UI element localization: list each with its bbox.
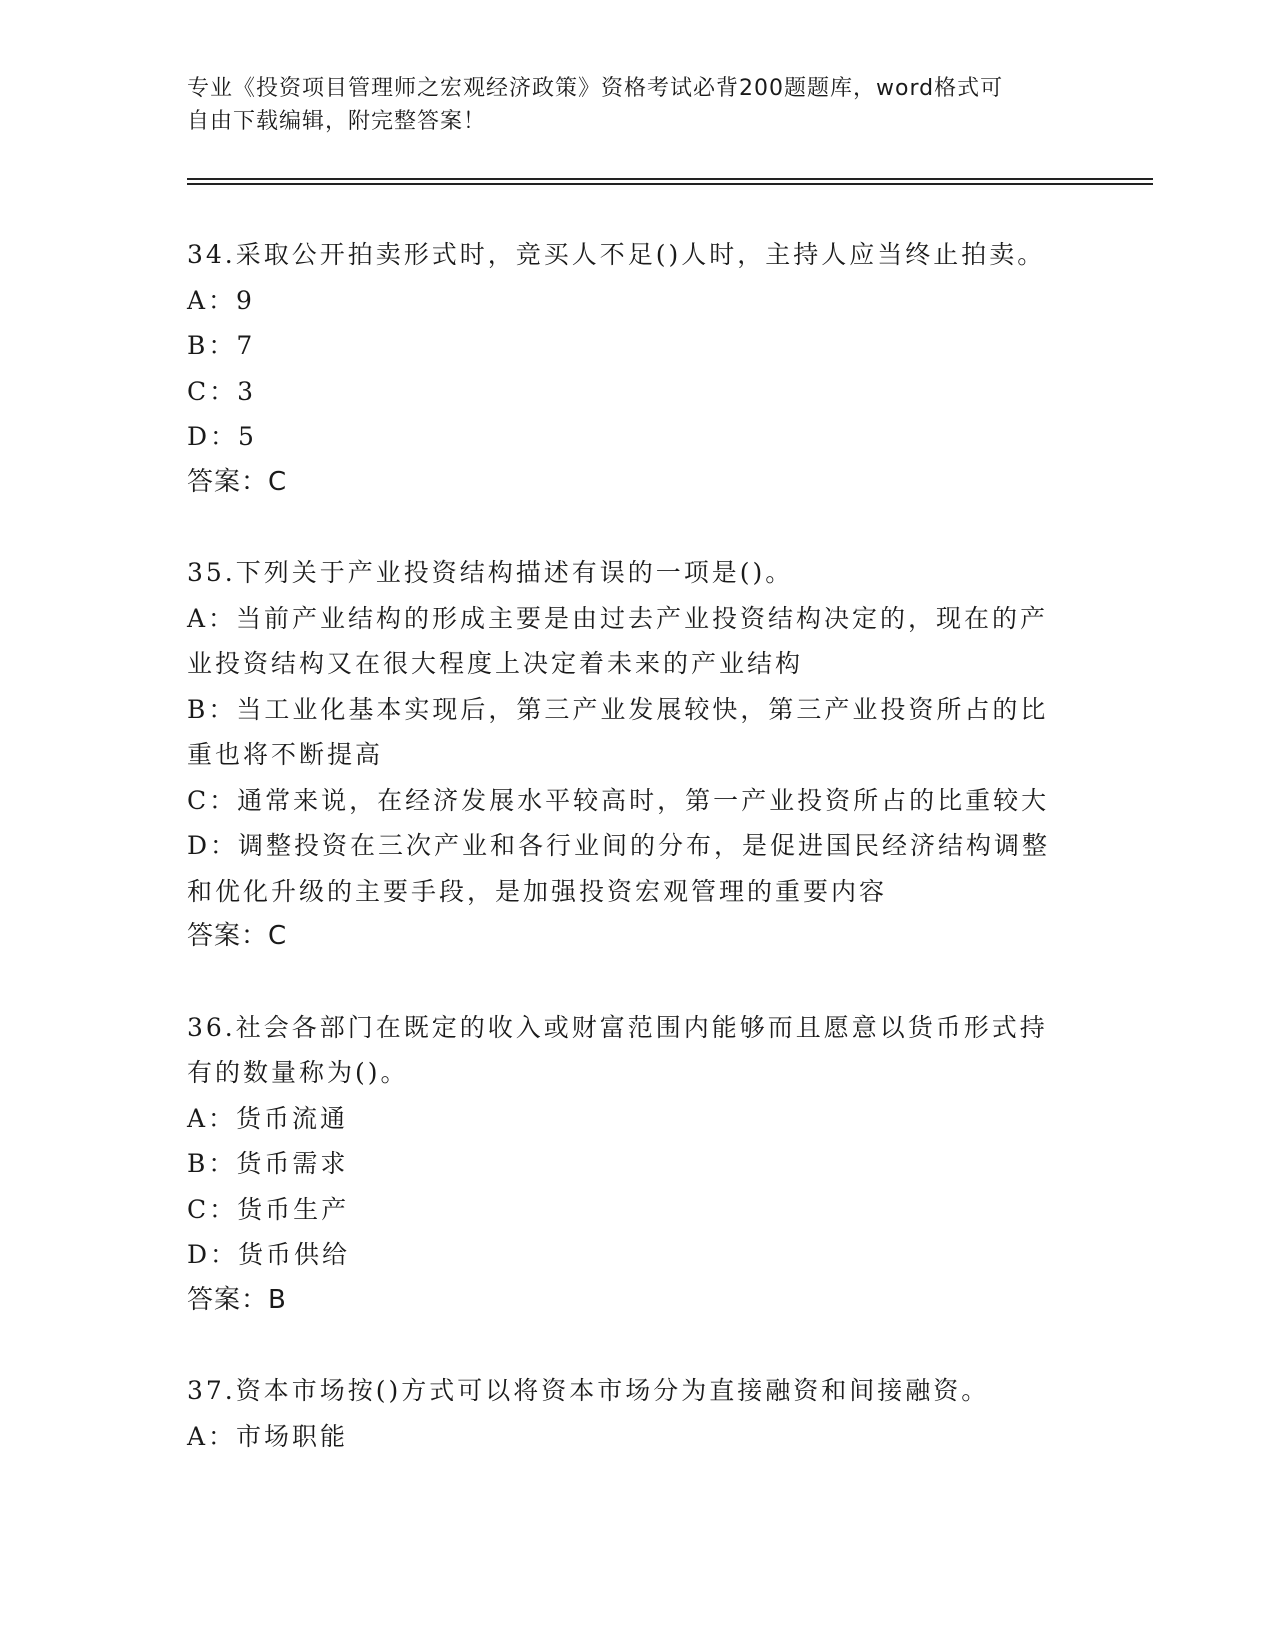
option-D: D：调整投资在三次产业和各行业间的分布，是促进国民经济结构调整 (187, 831, 1051, 860)
option-D: D：货币供给 (187, 1240, 351, 1269)
question-list (187, 232, 1077, 1459)
option-C: C：3 (187, 376, 257, 406)
option-B: B：货币需求 (187, 1149, 349, 1178)
option-A: A：市场职能 (187, 1421, 349, 1451)
question-stem: 37.资本市场按()方式可以将资本市场分为直接融资和间接融资。 (187, 1376, 990, 1405)
question-stem: 有的数量称为()。 (187, 1058, 409, 1087)
answer-line: 答案：B (187, 1284, 287, 1315)
header-line-1: 专业《投资项目管理师之宏观经济政策》资格考试必背200题题库，word格式可 (187, 76, 1004, 101)
option-C: C：货币生产 (187, 1194, 350, 1224)
option-A: A：货币流通 (187, 1103, 349, 1133)
option-B: 重也将不断提高 (187, 740, 384, 769)
document-header (187, 72, 1087, 138)
option-A: A：9 (187, 285, 255, 315)
answer-line: 答案：C (187, 921, 288, 951)
question-35 (187, 550, 1077, 960)
option-D: 和优化升级的主要手段，是加强投资宏观管理的重要内容 (187, 876, 888, 906)
option-B: B：7 (187, 331, 256, 360)
option-A: A：当前产业结构的形成主要是由过去产业投资结构决定的，现在的产 (187, 603, 1049, 633)
option-A: 业投资结构又在很大程度上决定着未来的产业结构 (187, 649, 804, 678)
question-stem: 36.社会各部门在既定的收入或财富范围内能够而且愿意以货币形式持 (187, 1012, 1048, 1042)
option-D: D：5 (187, 422, 257, 451)
question-34 (187, 232, 1077, 505)
question-37 (187, 1368, 1077, 1459)
header-rule-top (187, 178, 1153, 180)
option-B: B：当工业化基本实现后，第三产业发展较快，第三产业投资所占的比 (187, 694, 1049, 724)
header-rule-bottom (187, 183, 1153, 185)
option-C: C：通常来说，在经济发展水平较高时，第一产业投资所占的比重较大 (187, 785, 1050, 815)
header-line-2: 自由下载编辑，附完整答案！ (187, 109, 487, 134)
question-stem: 35.下列关于产业投资结构描述有误的一项是()。 (187, 558, 794, 587)
answer-line: 答案：C (187, 466, 288, 497)
question-stem: 34.采取公开拍卖形式时，竞买人不足()人时，主持人应当终止拍卖。 (187, 240, 1046, 269)
question-36 (187, 1005, 1077, 1324)
